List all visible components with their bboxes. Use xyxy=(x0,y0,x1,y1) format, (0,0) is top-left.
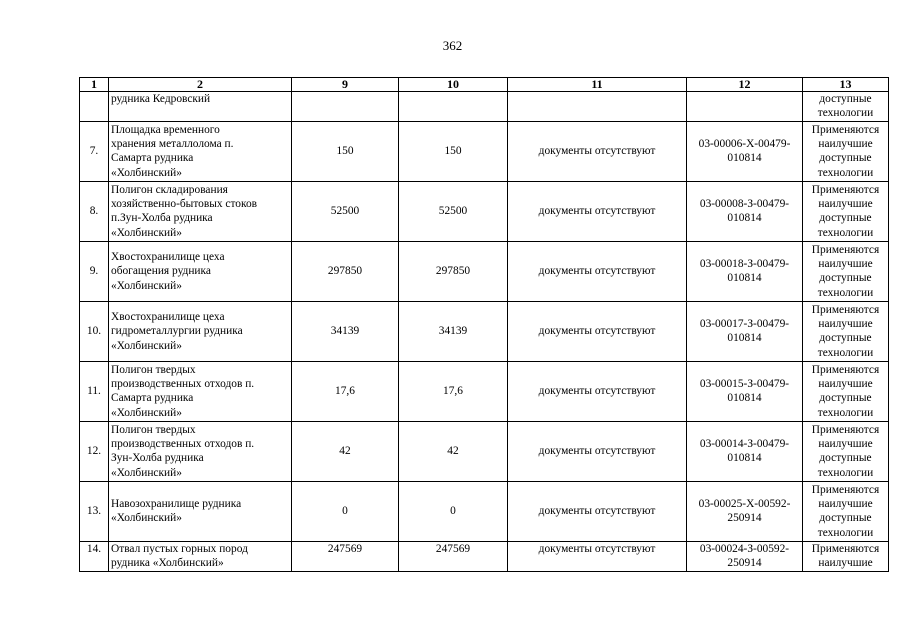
row-number-cell: 10. xyxy=(80,301,109,361)
facility-name-cell-line: Самарта рудника xyxy=(111,152,194,165)
registry-code-cell xyxy=(687,92,803,122)
registry-code-cell-line: 010814 xyxy=(727,152,762,165)
facility-name-cell-line: Самарта рудника xyxy=(111,392,194,405)
header-row xyxy=(80,78,889,92)
technologies-cell xyxy=(803,92,889,122)
facility-name-cell-line: Площадка временного xyxy=(111,123,220,136)
col-9-value-cell: 42 xyxy=(292,421,399,481)
technologies-cell-line: технологии xyxy=(817,526,874,539)
registry-code-cell xyxy=(687,301,803,361)
facility-name-cell xyxy=(109,241,292,301)
technologies-cell-line: Применяются xyxy=(811,303,880,316)
technologies-cell-line: технологии xyxy=(817,107,874,120)
registry-code-cell-line: 03-00014-З-00479- xyxy=(699,437,790,450)
facility-name-cell-line: производственных отходов п. xyxy=(111,377,255,390)
technologies-cell-line: доступные xyxy=(819,212,872,225)
registry-code-cell-line: 03-00006-Х-00479- xyxy=(698,137,791,150)
row-number-cell: 8. xyxy=(80,181,109,241)
table-row xyxy=(80,421,889,481)
technologies-cell-line: технологии xyxy=(817,346,874,359)
row-number-cell: 14. xyxy=(80,541,109,571)
documents-cell: документы отсутствуют xyxy=(508,181,687,241)
technologies-cell xyxy=(803,241,889,301)
registry-code-cell-line: 03-00015-З-00479- xyxy=(699,377,790,390)
facility-name-cell-line: Полигон складирования xyxy=(111,183,228,196)
table-body xyxy=(80,92,889,572)
technologies-cell-line: наилучшие xyxy=(818,317,873,330)
registry-code-cell-line: 03-00017-З-00479- xyxy=(699,317,790,330)
facility-name-cell-line: Зун-Холба рудника xyxy=(111,452,204,465)
registry-code-cell xyxy=(687,541,803,571)
technologies-cell-line: Применяются xyxy=(811,183,880,196)
technologies-cell xyxy=(803,301,889,361)
registry-code-cell-line: 250914 xyxy=(727,512,762,525)
registry-code-cell xyxy=(687,481,803,541)
facility-name-cell-line: обогащения рудника xyxy=(111,265,211,278)
facility-name-cell-line: «Холбинский» xyxy=(111,166,182,179)
registry-code-cell xyxy=(687,121,803,181)
facility-name-cell-line: «Холбинский» xyxy=(111,406,182,419)
facility-name-cell xyxy=(109,181,292,241)
page-number: 362 xyxy=(442,38,463,53)
col-9-value-cell xyxy=(292,92,399,122)
technologies-cell-line: технологии xyxy=(817,226,874,239)
facility-name-cell-line: гидрометаллургии рудника xyxy=(111,325,243,338)
technologies-cell-line: доступные xyxy=(819,152,872,165)
facility-name-cell-line: Полигон твердых xyxy=(111,423,196,436)
technologies-cell-line: технологии xyxy=(817,286,874,299)
registry-code-cell xyxy=(687,241,803,301)
technologies-cell-line: Применяются xyxy=(811,243,880,256)
technologies-cell-line: технологии xyxy=(817,466,874,479)
facility-name-cell-line: «Холбинский» xyxy=(111,279,182,292)
col-10-value-cell xyxy=(399,92,508,122)
technologies-cell-line: доступные xyxy=(819,272,872,285)
facility-name-cell xyxy=(109,481,292,541)
col-9-value-cell: 34139 xyxy=(292,301,399,361)
header-col-2: 2 xyxy=(109,78,292,92)
table-row xyxy=(80,181,889,241)
technologies-cell xyxy=(803,541,889,571)
table-row xyxy=(80,481,889,541)
technologies-cell xyxy=(803,481,889,541)
documents-cell: документы отсутствуют xyxy=(508,481,687,541)
technologies-cell-line: Применяются xyxy=(811,423,880,436)
technologies-cell xyxy=(803,361,889,421)
col-9-value-cell: 0 xyxy=(292,481,399,541)
facility-name-cell xyxy=(109,121,292,181)
technologies-cell-line: Применяются xyxy=(811,542,880,555)
registry-code-cell-line: 010814 xyxy=(727,392,762,405)
documents-cell: документы отсутствуют xyxy=(508,121,687,181)
technologies-cell-line: Применяются xyxy=(811,483,880,496)
technologies-cell-line: Применяются xyxy=(811,123,880,136)
facility-name-cell-line: рудника «Холбинский» xyxy=(111,557,224,570)
documents-cell: документы отсутствуют xyxy=(508,301,687,361)
technologies-cell-line: технологии xyxy=(817,166,874,179)
col-10-value-cell: 247569 xyxy=(399,541,508,571)
col-9-value-cell: 247569 xyxy=(292,541,399,571)
table-row xyxy=(80,361,889,421)
facility-name-cell xyxy=(109,361,292,421)
col-10-value-cell: 34139 xyxy=(399,301,508,361)
documents-cell: документы отсутствуют xyxy=(508,241,687,301)
registry-code-cell xyxy=(687,181,803,241)
facility-name-cell xyxy=(109,92,292,122)
facility-name-cell xyxy=(109,541,292,571)
technologies-cell-line: наилучшие xyxy=(818,437,873,450)
col-9-value-cell: 52500 xyxy=(292,181,399,241)
registry-code-cell-line: 03-00024-З-00592- xyxy=(699,542,790,555)
waste-facilities-table xyxy=(79,77,889,572)
technologies-cell xyxy=(803,121,889,181)
header-col-11: 11 xyxy=(508,78,687,92)
facility-name-cell-line: п.Зун-Холба рудника xyxy=(111,212,213,225)
technologies-cell-line: наилучшие xyxy=(818,197,873,210)
technologies-cell-line: наилучшие xyxy=(818,257,873,270)
registry-code-cell xyxy=(687,421,803,481)
row-number-cell: 11. xyxy=(80,361,109,421)
registry-code-cell-line: 010814 xyxy=(727,272,762,285)
col-9-value-cell: 150 xyxy=(292,121,399,181)
technologies-cell-line: Применяются xyxy=(811,363,880,376)
table-row xyxy=(80,121,889,181)
table-row xyxy=(80,92,889,122)
registry-code-cell-line: 010814 xyxy=(727,332,762,345)
technologies-cell-line: доступные xyxy=(819,512,872,525)
header-col-12: 12 xyxy=(687,78,803,92)
facility-name-cell-line: «Холбинский» xyxy=(111,339,182,352)
facility-name-cell-line: Хвостохранилище цеха xyxy=(111,250,225,263)
technologies-cell-line: доступные xyxy=(819,392,872,405)
technologies-cell-line: доступные xyxy=(819,332,872,345)
technologies-cell-line: доступные xyxy=(819,93,872,105)
facility-name-cell-line: Полигон твердых xyxy=(111,363,196,376)
col-10-value-cell: 0 xyxy=(399,481,508,541)
col-9-value-cell: 17,6 xyxy=(292,361,399,421)
table-row xyxy=(80,241,889,301)
registry-code-cell-line: 250914 xyxy=(727,557,762,570)
technologies-cell xyxy=(803,181,889,241)
technologies-cell-line: наилучшие xyxy=(818,557,873,570)
facility-name-cell-line: «Холбинский» xyxy=(111,512,182,525)
facility-name-cell xyxy=(109,301,292,361)
header-col-10: 10 xyxy=(399,78,508,92)
registry-code-cell-line: 010814 xyxy=(727,452,762,465)
table-header xyxy=(80,78,889,92)
technologies-cell-line: доступные xyxy=(819,452,872,465)
technologies-cell xyxy=(803,421,889,481)
technologies-cell-line: наилучшие xyxy=(818,497,873,510)
header-col-13: 13 xyxy=(803,78,889,92)
technologies-cell-line: наилучшие xyxy=(818,377,873,390)
facility-name-cell-line: Отвал пустых горных пород xyxy=(111,542,248,555)
documents-cell: документы отсутствуют xyxy=(508,361,687,421)
technologies-cell-line: технологии xyxy=(817,406,874,419)
table-row xyxy=(80,301,889,361)
col-10-value-cell: 42 xyxy=(399,421,508,481)
technologies-cell-line: наилучшие xyxy=(818,137,873,150)
documents-cell xyxy=(508,92,687,122)
row-number-cell: 9. xyxy=(80,241,109,301)
row-number-cell xyxy=(80,92,109,122)
col-10-value-cell: 17,6 xyxy=(399,361,508,421)
registry-code-cell-line: 010814 xyxy=(727,212,762,225)
col-10-value-cell: 150 xyxy=(399,121,508,181)
documents-cell: документы отсутствуют xyxy=(508,421,687,481)
facility-name-cell xyxy=(109,421,292,481)
facility-name-cell-line: «Холбинский» xyxy=(111,226,182,239)
header-col-9: 9 xyxy=(292,78,399,92)
facility-name-cell-line: Навозохранилище рудника xyxy=(111,497,242,510)
facility-name-cell-line: производственных отходов п. xyxy=(111,437,255,450)
registry-code-cell xyxy=(687,361,803,421)
facility-name-cell-line: хозяйственно-бытовых стоков xyxy=(111,197,258,210)
registry-code-cell-line: 03-00025-Х-00592- xyxy=(698,497,791,510)
col-9-value-cell: 297850 xyxy=(292,241,399,301)
registry-code-cell-line: 03-00018-З-00479- xyxy=(699,257,790,270)
row-number-cell: 7. xyxy=(80,121,109,181)
documents-cell: документы отсутствуют xyxy=(508,541,687,571)
facility-name-cell-line: рудника Кедровский xyxy=(111,93,211,105)
row-number-cell: 13. xyxy=(80,481,109,541)
col-10-value-cell: 297850 xyxy=(399,241,508,301)
registry-code-cell-line: 03-00008-З-00479- xyxy=(699,197,790,210)
facility-name-cell-line: Хвостохранилище цеха xyxy=(111,310,225,323)
header-col-1: 1 xyxy=(80,78,109,92)
col-10-value-cell: 52500 xyxy=(399,181,508,241)
facility-name-cell-line: «Холбинский» xyxy=(111,466,182,479)
table-row xyxy=(80,541,889,571)
facility-name-cell-line: хранения металлолома п. xyxy=(111,137,234,150)
row-number-cell: 12. xyxy=(80,421,109,481)
